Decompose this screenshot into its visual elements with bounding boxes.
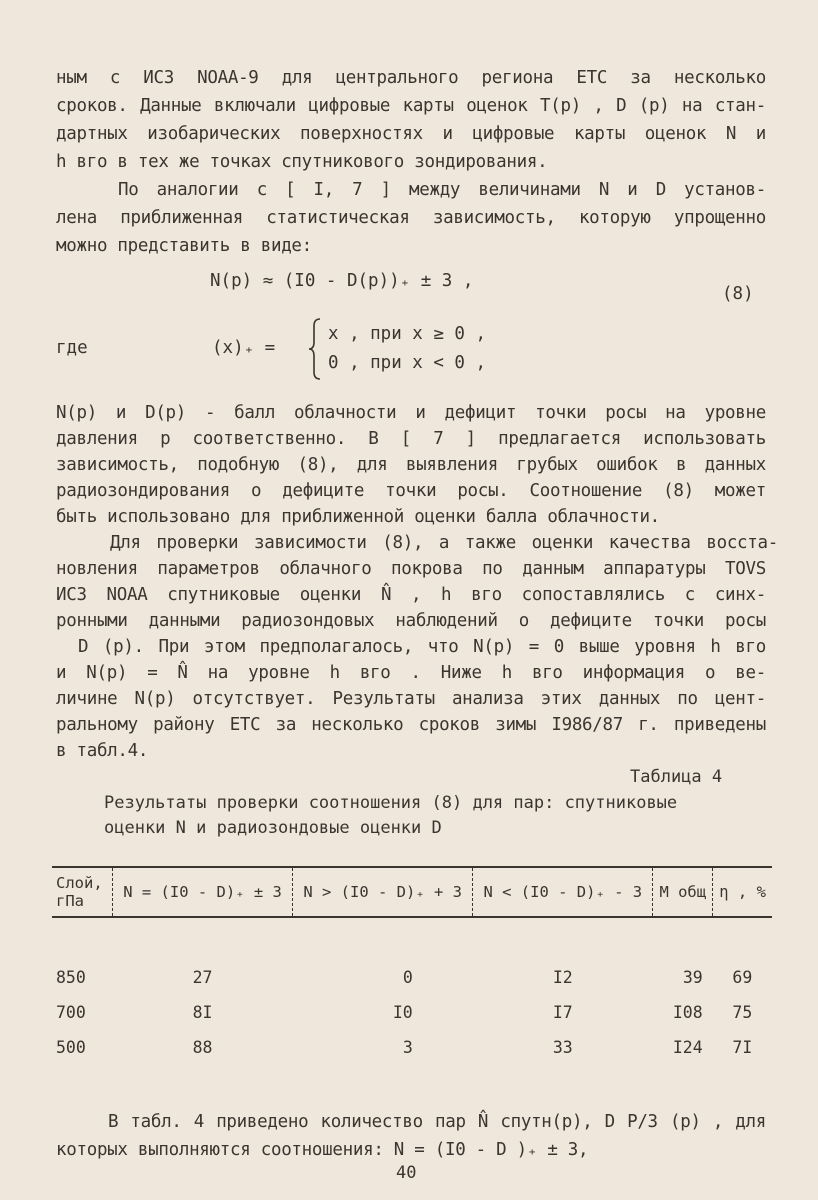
paragraph-line: радиозондирования о дефиците точки росы. Соотношение (8) может (56, 481, 766, 501)
header-eta-percent: η , % (713, 867, 772, 917)
paragraph-line: ральному району ЕТС за несколько сроков зимы I986/87 г. приведены (56, 715, 766, 735)
where-label: где (56, 338, 88, 358)
paragraph-line: сроков. Данные включали цифровые карты оценок T(p) , D (p) на стан- (56, 96, 766, 116)
page-number: 40 (396, 1163, 417, 1183)
cell-layer: 500 (56, 1038, 86, 1057)
paragraph-line: h вго в тех же точках спутникового зондирования. (56, 152, 548, 172)
cell-layer: 850 (56, 968, 86, 987)
table-caption-line: оценки N и радиозондовые оценки D (104, 818, 442, 838)
cell-eta: 7I (732, 1038, 753, 1057)
header-above-band: N > (I0 - D)₊ + 3 (293, 867, 473, 917)
cell-within: 8I (192, 1003, 213, 1022)
paragraph-line: По аналогии с [ I, 7 ] между величинами N и D установ- (118, 180, 766, 200)
header-total: M общ (653, 867, 713, 917)
cell-below: 33 (552, 1038, 573, 1057)
paragraph-line: которых выполняются соотношения: N = (I0 - D )₊ ± 3, (56, 1140, 589, 1160)
cell-total: 39 (682, 968, 703, 987)
cell-eta: 69 (732, 968, 753, 987)
table-row (52, 995, 772, 1030)
cell-eta: 75 (732, 1003, 753, 1022)
curly-brace (308, 318, 322, 380)
header-within-band: N = (I0 - D)₊ ± 3 (113, 867, 293, 917)
cell-above: I0 (392, 1003, 413, 1022)
paragraph-line: новления параметров облачного покрова по данным аппаратуры TOVS (56, 559, 766, 579)
header-layer: Слой, гПа (52, 867, 113, 917)
paragraph-line: зависимость, подобную (8), для выявления грубых ошибок в данных (56, 455, 766, 475)
paragraph-line: N(p) и D(p) - балл облачности и дефицит точки росы на уровне (56, 403, 766, 423)
cell-below: I7 (552, 1003, 573, 1022)
paragraph-line: ИСЗ NOAA спутниковые оценки N̂ , h вго сопоставлялись с синх- (56, 585, 766, 605)
paragraph-line: Для проверки зависимости (8), а также оценки качества восста- (110, 533, 778, 553)
paragraph-line: В табл. 4 приведено количество пар N̂ спутн(p), D Р/З (p) , для (108, 1112, 766, 1132)
paragraph-line: ронными данными радиозондовых наблюдений о дефиците точки росы (56, 611, 766, 631)
table-row (52, 917, 772, 995)
cell-layer: 700 (56, 1003, 86, 1022)
equation-8: N(p) ≈ (I0 - D(p))₊ ± 3 , (210, 271, 474, 291)
paragraph-line: личине N(p) отсутствует. Результаты анализа этих данных по цент- (56, 689, 766, 709)
cell-total: I24 (672, 1038, 703, 1057)
cell-above: 0 (402, 968, 413, 987)
paragraph-line: лена приближенная статистическая зависимость, которую упрощенно (56, 208, 766, 228)
cell-within: 88 (192, 1038, 213, 1057)
table-caption-line: Результаты проверки соотношения (8) для пар: спутниковые (104, 793, 678, 813)
header-below-band: N < (I0 - D)₊ - 3 (473, 867, 653, 917)
table-header-row (52, 867, 772, 917)
table-row (52, 1030, 772, 1065)
cell-within: 27 (192, 968, 213, 987)
cell-above: 3 (402, 1038, 413, 1057)
paragraph-line: можно представить в виде: (56, 236, 312, 256)
piecewise-case-2: 0 , при x < 0 , (328, 353, 487, 373)
cell-below: I2 (552, 968, 573, 987)
piecewise-lhs: (x)₊ = (212, 338, 276, 358)
paragraph-line: дартных изобарических поверхностях и цифровые карты оценок N и (56, 124, 766, 144)
equation-number: (8) (722, 284, 754, 304)
piecewise-case-1: x , при x ≥ 0 , (328, 324, 487, 344)
paragraph-line: и N(p) = N̂ на уровне h вго . Ниже h вго информация о ве- (56, 663, 766, 683)
paragraph-line: ным с ИСЗ NOAA-9 для центрального региона ЕТС за несколько (56, 68, 766, 88)
paragraph-line: D (p). При этом предполагалось, что N(p) = 0 выше уровня h вго (78, 637, 766, 657)
paragraph-line: давления p соответственно. В [ 7 ] предлагается использовать (56, 429, 766, 449)
results-table (52, 866, 772, 1065)
table-label: Таблица 4 (630, 767, 723, 787)
paragraph-line: в табл.4. (56, 741, 149, 761)
paragraph-line: быть использовано для приближенной оценки балла облачности. (56, 507, 660, 527)
cell-total: I08 (672, 1003, 703, 1022)
